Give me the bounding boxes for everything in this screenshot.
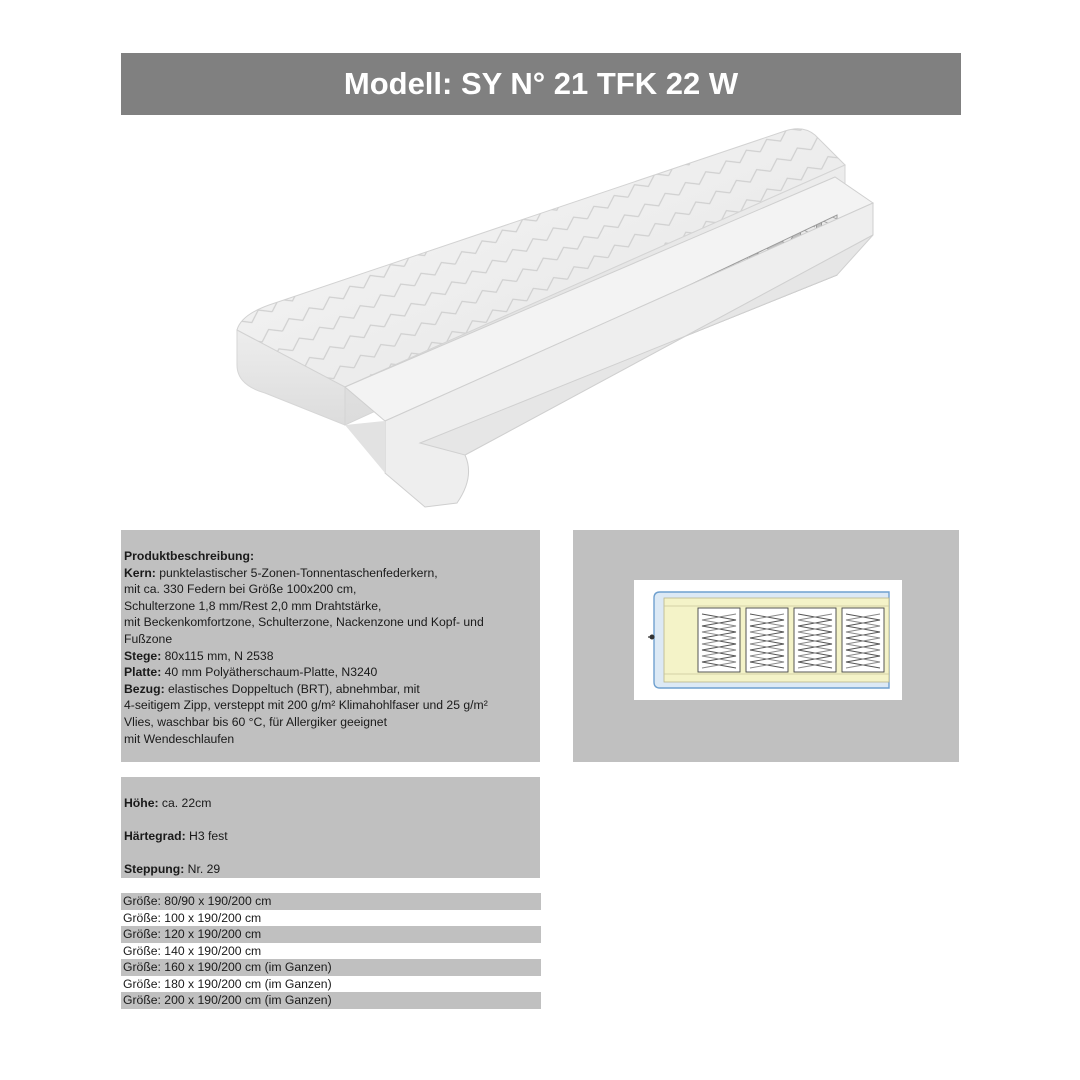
description-line: Vlies, waschbar bis 60 °C, für Allergiker geeignet — [124, 714, 387, 729]
cross-section-frame — [634, 580, 902, 700]
spec-height: Höhe: ca. 22cm — [124, 796, 212, 810]
description-line: Fußzone — [124, 631, 173, 646]
size-list — [121, 893, 541, 1009]
cross-section-panel — [573, 530, 959, 762]
size-item: Größe: 160 x 190/200 cm (im Ganzen) — [121, 959, 541, 976]
description-line: 4-seitigem Zipp, versteppt mit 200 g/m² Klimahohlfaser und 25 g/m² — [124, 698, 488, 713]
spec-firmness: Härtegrad: H3 fest — [124, 829, 228, 843]
specs-panel — [121, 777, 540, 878]
description-line: Schulterzone 1,8 mm/Rest 2,0 mm Drahtstärke, — [124, 598, 382, 613]
size-item: Größe: 140 x 190/200 cm — [123, 943, 262, 958]
size-item: Größe: 120 x 190/200 cm — [121, 926, 541, 943]
description-line: Platte: 40 mm Polyätherschaum-Platte, N3240 — [124, 665, 378, 680]
description-line: mit ca. 330 Federn bei Größe 100x200 cm, — [124, 582, 357, 597]
description-heading: Produktbeschreibung: — [124, 549, 255, 563]
mattress-product-image — [225, 125, 885, 515]
page-title: Modell: SY N° 21 TFK 22 W — [121, 53, 961, 115]
size-item: Größe: 80/90 x 190/200 cm — [121, 893, 541, 910]
size-item: Größe: 200 x 190/200 cm (im Ganzen) — [121, 992, 541, 1009]
description-line: Stege: 80x115 mm, N 2538 — [124, 648, 274, 663]
description-line: mit Wendeschlaufen — [124, 731, 235, 746]
mattress-cross-section-diagram — [634, 580, 902, 700]
description-line: mit Beckenkomfortzone, Schulterzone, Nackenzone und Kopf- und — [124, 615, 484, 630]
size-item: Größe: 100 x 190/200 cm — [123, 910, 262, 925]
description-line: Bezug: elastisches Doppeltuch (BRT), abnehmbar, mit — [124, 681, 420, 696]
size-item: Größe: 180 x 190/200 cm (im Ganzen) — [123, 976, 332, 991]
description-line: Kern: punktelastischer 5-Zonen-Tonnentaschenfederkern, — [124, 565, 438, 580]
spec-quilting: Steppung: Nr. 29 — [124, 862, 221, 876]
product-description-panel — [121, 530, 540, 762]
